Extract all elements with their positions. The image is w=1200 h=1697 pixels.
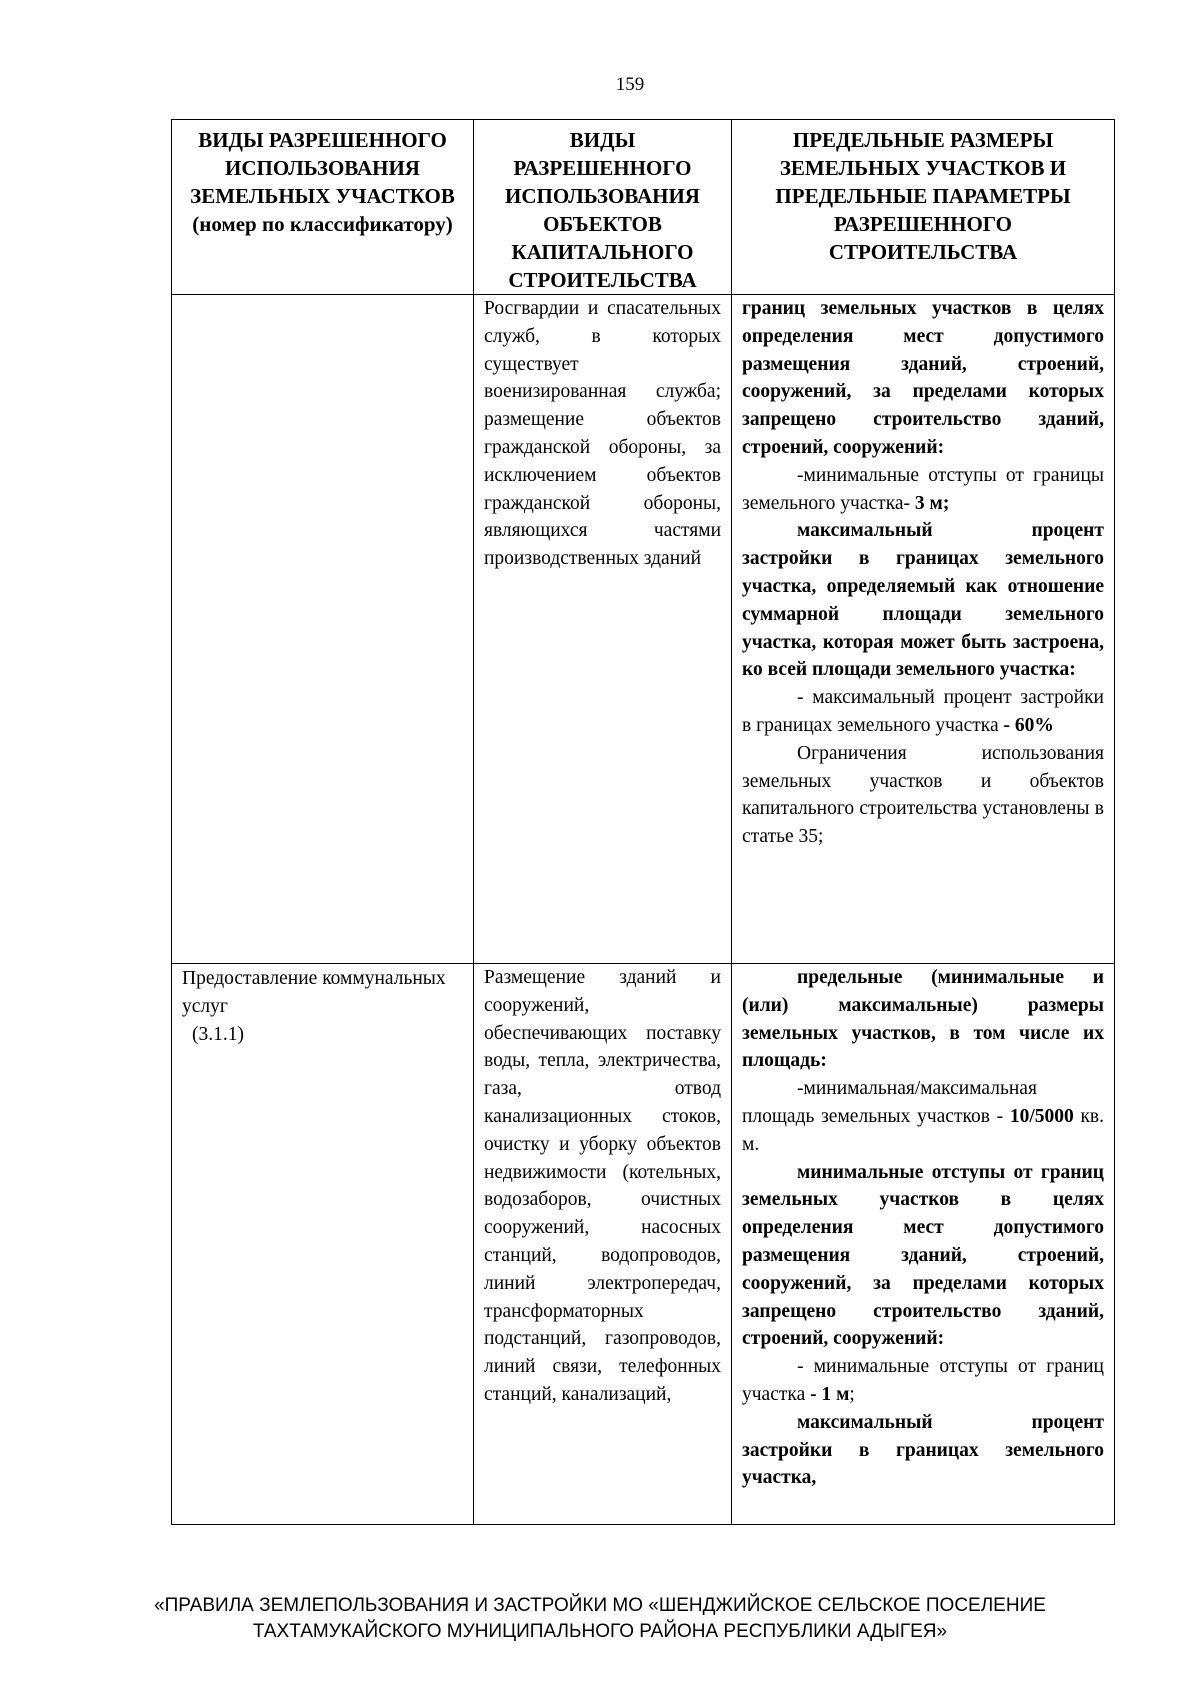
row1-limits-coverage-heading: максимальный процент застройки в границах земельного участка, определяемый как отношение суммарной площади земельного участка, которая может быть застроена, ко всей площади земельного участка: bbox=[742, 520, 1104, 681]
row2-area-unit: кв. м. bbox=[742, 1105, 1104, 1155]
row2-setback-end: ; bbox=[849, 1383, 855, 1405]
row1-limits-coverage-value bbox=[742, 684, 1104, 740]
header-col-land-use-title: ВИДЫ РАЗРЕШЕННОГО ИСПОЛЬЗОВАНИЯ ЗЕМЕЛЬНЫХ УЧАСТКОВ bbox=[190, 128, 455, 208]
footer-line-2: ТАХТАМУКАЙСКОГО МУНИЦИПАЛЬНОГО РАЙОНА РЕСПУБЛИКИ АДЫГЕЯ» bbox=[252, 1621, 948, 1642]
row2-land-use-name: Предоставление коммунальных услуг bbox=[182, 968, 446, 1017]
row2-land-use-code: (3.1.1) bbox=[192, 1023, 244, 1045]
row2-setback-value: - 1 м bbox=[810, 1383, 850, 1405]
table-row bbox=[172, 295, 1115, 964]
row2-area-value: 10/5000 bbox=[1009, 1105, 1074, 1127]
row1-land-use-cell bbox=[172, 295, 474, 964]
table-row bbox=[172, 964, 1115, 1525]
row1-construction-cell bbox=[474, 295, 732, 964]
row2-limits-coverage-heading: максимальный процент застройки в границах земельного участка, bbox=[742, 1411, 1104, 1489]
row2-limits-area-value bbox=[742, 1075, 1104, 1158]
document-footer bbox=[0, 1593, 1200, 1645]
header-col-land-use bbox=[172, 120, 474, 295]
row2-area-text: -минимальная/максимальная площадь земельных участков - bbox=[742, 1078, 1037, 1127]
row1-limits-cell bbox=[732, 295, 1115, 964]
row2-construction-cell bbox=[474, 964, 732, 1525]
land-use-table bbox=[171, 119, 1115, 1525]
header-col-land-use-subtitle: (номер по классификатору) bbox=[192, 212, 453, 236]
row2-limits-cell bbox=[732, 964, 1115, 1525]
row1-construction-text: Росгвардии и спасательных служб, в которых существует военизированная служба; размещение объектов гражданской обороны, за исключением объектов гражданской обороны, являющихся частями производственных зданий bbox=[484, 298, 721, 570]
row2-limits-size-heading: предельные (минимальные и (или) максимальные) размеры земельных участков, в том числе их площадь: bbox=[742, 967, 1104, 1072]
row1-coverage-text: - максимальный процент застройки в границах земельного участка bbox=[742, 687, 1104, 736]
row2-limits-setback-value bbox=[742, 1353, 1104, 1409]
row1-setback-text: -минимальные отступы от границы земельного участка- bbox=[742, 464, 1104, 514]
row1-setback-value: 3 м; bbox=[914, 492, 950, 514]
row1-coverage-value: - 60% bbox=[1003, 714, 1054, 736]
row1-limits-setback-heading: границ земельных участков в целях определения мест допустимого размещения зданий, строений, сооружений, за пределами которых запрещено строительство зданий, строений, сооружений: bbox=[742, 298, 1104, 458]
row1-limits-restrictions: Ограничения использования земельных участков и объектов капитального строительства установлены в статье 35; bbox=[742, 742, 1104, 848]
row2-construction-text: Размещение зданий и сооружений, обеспечивающих поставку воды, тепла, электричества, газа, отвод канализационных стоков, очистку и уборку объектов недвижимости (котельных, водозаборов, очистных сооружений, насосных станций, водопроводов, линий электропередач, трансформаторных подстанций, газопроводов, линий связи, телефонных станций, канализаций, bbox=[484, 967, 721, 1405]
header-col-limits: ПРЕДЕЛЬНЫЕ РАЗМЕРЫ ЗЕМЕЛЬНЫХ УЧАСТКОВ И ПРЕДЕЛЬНЫЕ ПАРАМЕТРЫ РАЗРЕШЕННОГО СТРОИТЕЛЬСТВА bbox=[732, 120, 1115, 295]
footer-line-1: «ПРАВИЛА ЗЕМЛЕПОЛЬЗОВАНИЯ И ЗАСТРОЙКИ МО «ШЕНДЖИЙСКОЕ СЕЛЬСКОЕ ПОСЕЛЕНИЕ bbox=[154, 1595, 1046, 1616]
row1-limits-setback-value bbox=[742, 462, 1104, 518]
page-number: 159 bbox=[615, 74, 645, 95]
row2-limits-setback-heading: минимальные отступы от границ земельных участков в целях определения мест допустимого размещения зданий, строений, сооружений, за пределами которых запрещено строительство зданий, строений, сооружений: bbox=[742, 1161, 1104, 1350]
header-col-capital-construction: ВИДЫ РАЗРЕШЕННОГО ИСПОЛЬЗОВАНИЯ ОБЪЕКТОВ КАПИТАЛЬНОГО СТРОИТЕЛЬСТВА bbox=[474, 120, 732, 295]
table-header-row bbox=[172, 120, 1115, 295]
row2-land-use-cell bbox=[172, 964, 474, 1525]
row2-setback-text: - минимальные отступы от границ участка bbox=[742, 1356, 1104, 1405]
